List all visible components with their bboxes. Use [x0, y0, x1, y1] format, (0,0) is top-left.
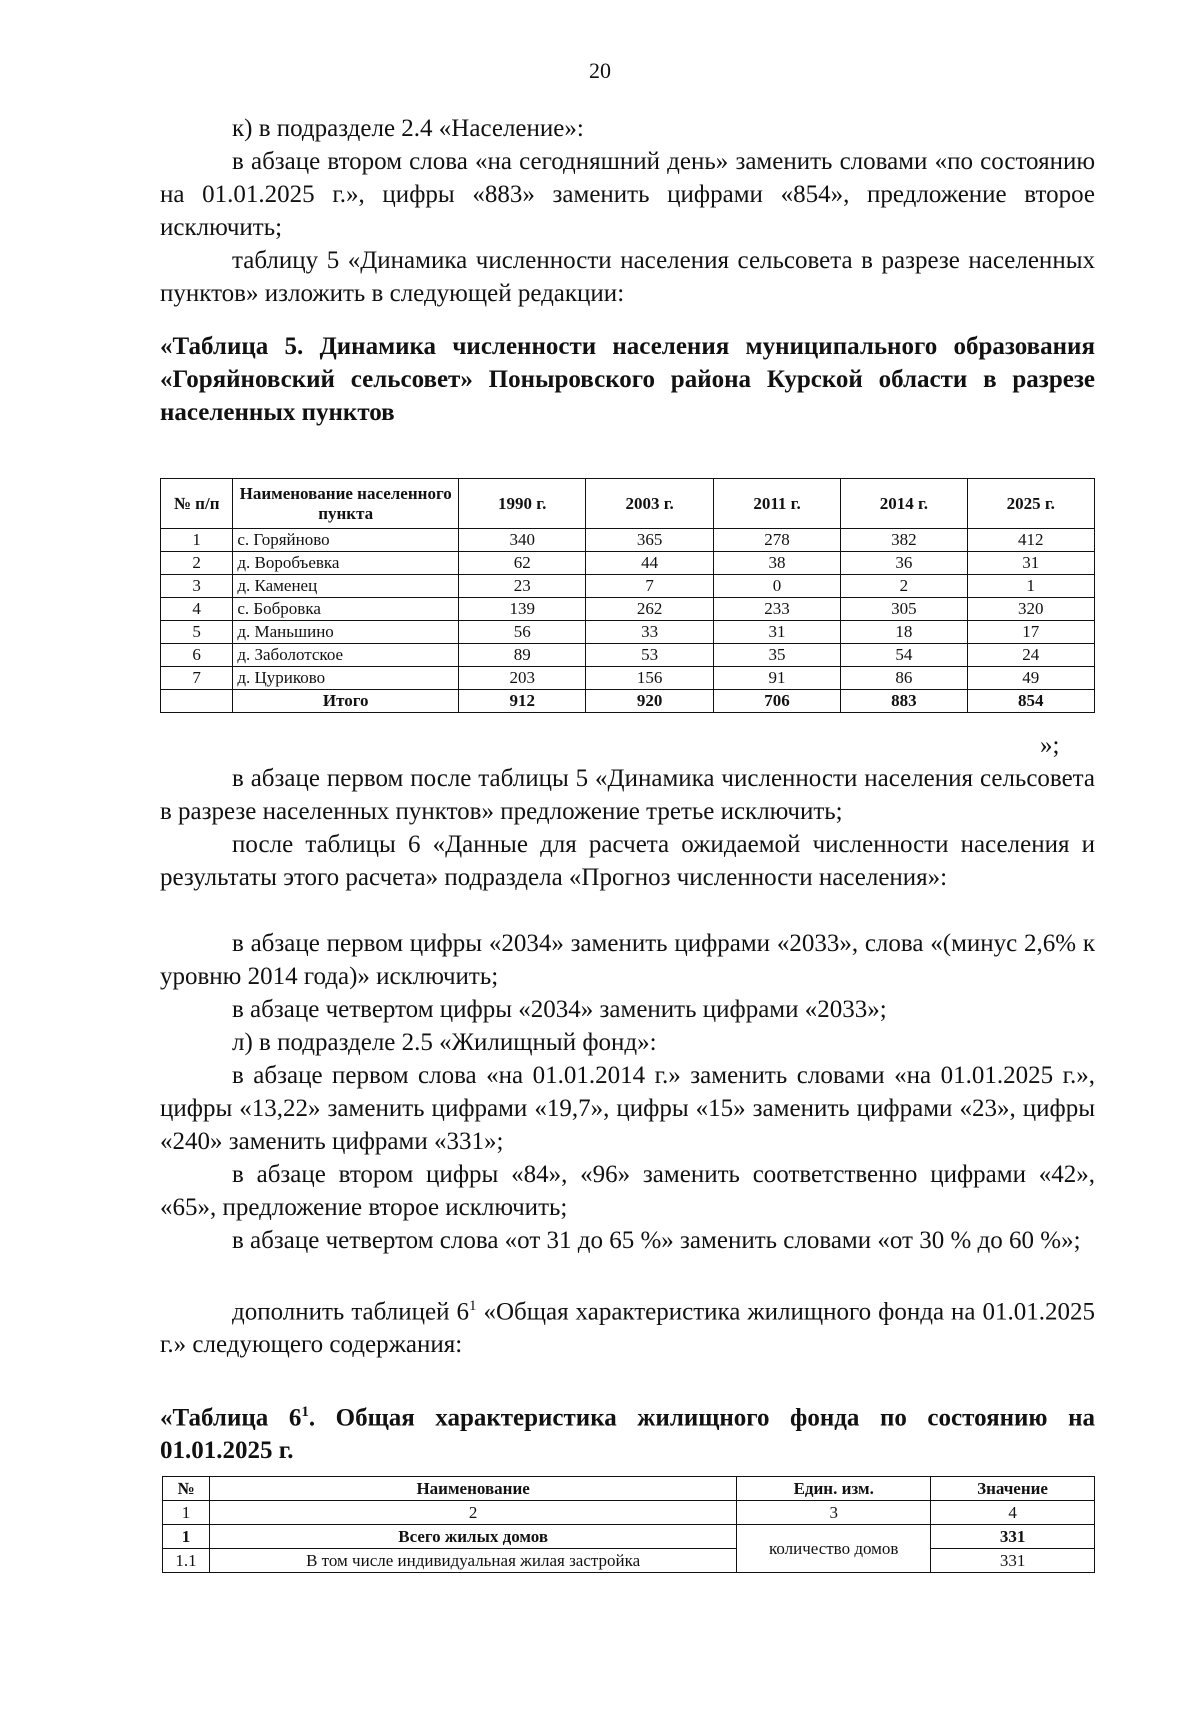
table5-row: [161, 667, 1095, 690]
table5-cell: 7: [586, 575, 713, 598]
table5-cell: с. Бобровка: [233, 598, 459, 621]
middle-paragraph-1: в абзаце первом после таблицы 5 «Динамика численности населения сельсовета в разрезе населенных пунктов» предложение третье исключить;: [160, 765, 1095, 825]
table6-unit-cell: количество домов: [737, 1525, 931, 1573]
table5-header-cell: № п/п: [161, 479, 233, 529]
table5-cell: 89: [459, 644, 586, 667]
table6-numbering-cell: 3: [737, 1501, 931, 1525]
table5-cell: 0: [713, 575, 840, 598]
table6-header-cell: Значение: [931, 1477, 1095, 1501]
table5-cell: д. Воробъевка: [233, 552, 459, 575]
table5-row: [161, 621, 1095, 644]
table5-cell: 24: [967, 644, 1094, 667]
table6-header-cell: Един. изм.: [737, 1477, 931, 1501]
table5-closing-quote: »;: [1040, 732, 1060, 759]
table5-row: [161, 644, 1095, 667]
table5-total-cell: Итого: [233, 690, 459, 713]
table5-cell: 36: [841, 552, 967, 575]
table5-cell: 38: [713, 552, 840, 575]
table5-total-cell: 883: [841, 690, 967, 713]
table5-cell: 54: [841, 644, 967, 667]
table5-cell: 62: [459, 552, 586, 575]
table5-cell: 7: [161, 667, 233, 690]
p8-text-a: дополнить таблицей 6: [232, 1298, 469, 1326]
section-k-paragraph-1: в абзаце втором слова «на сегодняшний день» заменить словами «по состоянию на 01.01.2025 г.», цифры «883» заменить цифрами «854», предложение второе исключить;: [160, 148, 1095, 241]
table5-cell: 91: [713, 667, 840, 690]
table6-row-name: В том числе индивидуальная жилая застройка: [209, 1549, 736, 1573]
table5-cell: 233: [713, 598, 840, 621]
page-number: 20: [589, 58, 611, 83]
table5-cell: 278: [713, 529, 840, 552]
p8-superscript: 1: [468, 1298, 477, 1314]
middle-paragraph-5: в абзаце первом слова «на 01.01.2014 г.» заменить словами «на 01.01.2025 г.», цифры «13,22» заменить цифрами «19,7», цифры «15» заменить цифрами «23», цифры «240» заменить цифрами «331»;: [160, 1062, 1095, 1155]
table5-cell: 365: [586, 529, 713, 552]
section-k-paragraph-2: таблицу 5 «Динамика численности населения сельсовета в разрезе населенных пунктов» изложить в следующей редакции:: [160, 247, 1095, 307]
table5-row: [161, 529, 1095, 552]
table5-cell: 156: [586, 667, 713, 690]
table5-cell: 1: [967, 575, 1094, 598]
table5-cell: 320: [967, 598, 1094, 621]
table6-numbering-cell: 2: [209, 1501, 736, 1525]
table5-cell: 31: [713, 621, 840, 644]
middle-paragraph-6: в абзаце втором цифры «84», «96» заменить соответственно цифрами «42», «65», предложение второе исключить;: [160, 1161, 1095, 1221]
table6-title-superscript: 1: [301, 1404, 309, 1420]
table5-cell: 2: [161, 552, 233, 575]
table5-total-cell: 706: [713, 690, 840, 713]
table5-cell: 56: [459, 621, 586, 644]
table5-header-cell: 1990 г.: [459, 479, 586, 529]
table5-cell: д. Маньшино: [233, 621, 459, 644]
table6-header-row: [163, 1477, 1095, 1501]
table6-row-value: 331: [931, 1549, 1095, 1573]
table5-cell: 17: [967, 621, 1094, 644]
table5-title: «Таблица 5. Динамика численности населения муниципального образования «Горяйновский сельсовет» Поныровского района Курской области в разрезе населенных пунктов: [160, 333, 1095, 426]
table5-cell: 35: [713, 644, 840, 667]
middle-paragraph-4: в абзаце четвертом цифры «2034» заменить цифрами «2033»;: [232, 996, 887, 1023]
table5-header-cell: 2003 г.: [586, 479, 713, 529]
table6-row-num: 1: [163, 1525, 210, 1549]
table5-cell: 86: [841, 667, 967, 690]
table6-row-total-houses: [163, 1525, 1095, 1549]
table5-cell: 31: [967, 552, 1094, 575]
table5-cell: д. Каменец: [233, 575, 459, 598]
table5-header-cell: 2025 г.: [967, 479, 1094, 529]
table5-cell: д. Заболотское: [233, 644, 459, 667]
table6-row-individual: [163, 1549, 1095, 1573]
table6: [162, 1476, 1095, 1573]
table5-cell: 18: [841, 621, 967, 644]
table5-row: [161, 598, 1095, 621]
table5-cell: с. Горяйново: [233, 529, 459, 552]
table5-cell: 305: [841, 598, 967, 621]
table6-row-name: Всего жилых домов: [209, 1525, 736, 1549]
table5-header-cell: Наименование населенного пункта: [233, 479, 459, 529]
table5-cell: 23: [459, 575, 586, 598]
table6-numbering-cell: 4: [931, 1501, 1095, 1525]
table5-cell: 382: [841, 529, 967, 552]
table5-total-cell: 854: [967, 690, 1094, 713]
table6-title-a: «Таблица 6: [160, 1404, 302, 1432]
table5-cell: 44: [586, 552, 713, 575]
middle-paragraph-2: после таблицы 6 «Данные для расчета ожидаемой численности населения и результаты этого расчета» подраздела «Прогноз численности населения»:: [160, 831, 1095, 891]
table6-row-num: 1.1: [163, 1549, 210, 1573]
table5-cell: 5: [161, 621, 233, 644]
p8-text-b: «Общая характеристика жилищного фонда на 01.01.2025 г.» следующего содержания:: [160, 1298, 1095, 1359]
middle-paragraph-8: [160, 1290, 1095, 1361]
table5-cell: 203: [459, 667, 586, 690]
table5-cell: 49: [967, 667, 1094, 690]
table5-cell: 262: [586, 598, 713, 621]
table6-numbering-cell: 1: [163, 1501, 210, 1525]
table5-cell: д. Цуриково: [233, 667, 459, 690]
table6-header-cell: №: [163, 1477, 210, 1501]
table5-cell: 33: [586, 621, 713, 644]
table5-row: [161, 575, 1095, 598]
table5-cell: 53: [586, 644, 713, 667]
table5-cell: 6: [161, 644, 233, 667]
table5-header-row: [161, 479, 1095, 529]
table5: [160, 478, 1095, 713]
table6-row-value: 331: [931, 1525, 1095, 1549]
table6-numbering-row: [163, 1501, 1095, 1525]
table5-cell: 1: [161, 529, 233, 552]
table5-header-cell: 2014 г.: [841, 479, 967, 529]
section-k-heading: к) в подразделе 2.4 «Население»:: [232, 115, 584, 142]
table6-title: [160, 1396, 1095, 1467]
middle-paragraph-7: в абзаце четвертом слова «от 31 до 65 %» заменить словами «от 30 % до 60 %»;: [232, 1227, 1081, 1254]
table5-header-cell: 2011 г.: [713, 479, 840, 529]
table5-cell: 3: [161, 575, 233, 598]
table6-title-b: . Общая характеристика жилищного фонда по состоянию на 01.01.2025 г.: [160, 1404, 1095, 1465]
table5-cell: 4: [161, 598, 233, 621]
table5-total-empty-cell: [161, 690, 233, 713]
table5-total-cell: 912: [459, 690, 586, 713]
table5-cell: 2: [841, 575, 967, 598]
middle-paragraph-3: в абзаце первом цифры «2034» заменить цифрами «2033», слова «(минус 2,6% к уровню 2014 года)» исключить;: [160, 930, 1095, 990]
table6-header-cell: Наименование: [209, 1477, 736, 1501]
section-l-heading: л) в подразделе 2.5 «Жилищный фонд»:: [232, 1029, 657, 1056]
table5-row: [161, 552, 1095, 575]
table5-total-row: [161, 690, 1095, 713]
table5-cell: 139: [459, 598, 586, 621]
table5-cell: 340: [459, 529, 586, 552]
table5-total-cell: 920: [586, 690, 713, 713]
table5-cell: 412: [967, 529, 1094, 552]
